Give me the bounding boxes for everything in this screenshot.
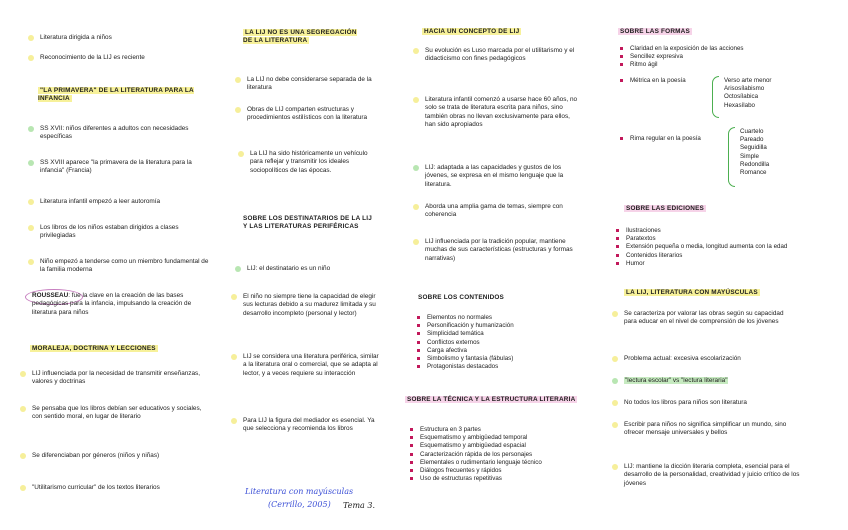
- technique-list: [408, 426, 583, 483]
- note-destinatario: LIJ: el destinatario es un niño: [247, 265, 382, 273]
- note-dot: [28, 160, 34, 166]
- heading-no-segregacion: LA LIJ NO ES UNA SEGREGACIÓN DE LA LITERATURA: [243, 29, 357, 45]
- note-dot: [612, 422, 618, 428]
- note-dot: [235, 107, 241, 113]
- note-dot: [28, 225, 34, 231]
- note-dot: [20, 485, 26, 491]
- list-item: Sencillez expresiva: [618, 53, 798, 61]
- list-item: Diálogos frecuentes y rápidos: [408, 467, 583, 475]
- list-item: Simplicidad temática: [415, 330, 575, 338]
- list-item: Elementos no normales: [415, 314, 575, 322]
- note-dot: [413, 97, 419, 103]
- list-item: Ilustraciones: [614, 227, 839, 235]
- heading-primavera: "LA PRIMAVERA" DE LA LITERATURA PARA LA INFANCIA: [38, 87, 194, 103]
- note-dot: [28, 259, 34, 265]
- note-tradicion: LIJ influenciada por la tradición popular, mantiene muchas de sus características (estructuras y formas narrativas): [425, 238, 575, 263]
- note-dot: [612, 464, 618, 470]
- note-dot: [28, 126, 34, 132]
- heading-mayusculas: LA LIJ, LITERATURA CON MAYÚSCULAS: [626, 289, 758, 296]
- note-reconocimiento: Reconocimiento de la LIJ es reciente: [40, 54, 215, 62]
- list-item: Romance: [740, 168, 767, 176]
- heading-concepto: HACIA UN CONCEPTO DE LIJ: [424, 28, 520, 35]
- note-no-separada: La LIJ no debe considerarse separada de la literatura: [247, 76, 382, 93]
- list-item: Caracterización rápida de los personajes: [408, 451, 583, 459]
- list-item: Cuartelo: [740, 128, 764, 135]
- list-item: Esquematismo y ambigüedad espacial: [408, 442, 583, 450]
- note-dot: [231, 354, 237, 360]
- editions-list: [614, 227, 839, 268]
- note-rousseau: ROUSSEAU: fue la clave en la creación de las bases pedagógicas para la infancia, impulsando la creación de literatura para niños: [32, 292, 192, 316]
- list-item: Carga afectiva: [415, 347, 575, 355]
- list-item: Hexasílabo: [724, 101, 755, 109]
- note-dot: [612, 356, 618, 362]
- note-dot: [28, 35, 34, 41]
- note-literatura-dirigida: Literatura dirigida a niños: [40, 34, 215, 42]
- note-no-todos-libros: No todos los libros para niños son literatura: [624, 399, 814, 407]
- list-item: Extensión pequeña o media, longitud aumenta con la edad: [614, 243, 839, 251]
- forms-list: [618, 45, 798, 70]
- list-item: Protagonistas destacados: [415, 363, 575, 371]
- note-estructuras: Obras de LIJ comparten estructuras y procedimientos estilísticos con la literatura: [247, 106, 382, 123]
- note-dot: [612, 400, 618, 406]
- brace-metric: [712, 76, 719, 118]
- heading-tecnica: SOBRE LA TÉCNICA Y LA ESTRUCTURA LITERARIA: [407, 396, 576, 403]
- handwritten-title: Literatura con mayúsculas: [245, 487, 354, 496]
- note-transmitir-ensenanzas: LIJ influenciada por la necesidad de transmitir enseñanzas, valores y doctrinas: [32, 370, 212, 387]
- list-item: Seguidilla: [740, 144, 767, 152]
- list-item: Pareado: [740, 136, 764, 144]
- note-vehiculo: La LIJ ha sido históricamente un vehículo para reflejar y transmitir los ideales sociopolíticos de las épocas.: [250, 150, 380, 175]
- note-dot: [413, 48, 419, 54]
- note-lectura-escolar: "lectura escolar" vs "lectura literaria": [624, 377, 814, 385]
- metric-list: [724, 77, 834, 110]
- note-temas: Aborda una amplia gama de temas, siempre con coherencia: [425, 203, 575, 220]
- rhyme-label: Rima regular en la poesía: [618, 135, 725, 143]
- list-item: Paratextos: [614, 235, 839, 243]
- note-utilitarismo: "Utilitarismo curricular" de los textos literarios: [32, 484, 212, 492]
- note-libros-educativos: Se pensaba que los libros debían ser educativos y sociales, con sentido moral, en lugar de literario: [32, 405, 207, 422]
- note-nino-eleccion: El niño no siempre tiene la capacidad de elegir sus lecturas debido a su madurez limitada y su desarrollo incompleto (personal y lector): [243, 293, 383, 318]
- note-periferica: LIJ se considera una literatura periférica, similar a la literatura oral o comercial, que se adapta al lector, y a veces requiere su interacción: [243, 353, 381, 378]
- note-mediador: Para LIJ la figura del mediador es esencial. Ya que selecciona y recomienda los libros: [243, 417, 381, 434]
- note-literatura-infantil: Literatura infantil comenzó a usarse hace 60 años, no solo se trata de literatura escrita para niños, sino también obras no llevan exclusivamente para ellos, han sido apropiados: [425, 96, 580, 130]
- rhyme-list: [740, 128, 830, 177]
- note-dot: [612, 378, 618, 384]
- list-item: Uso de estructuras repetitivas: [408, 475, 583, 483]
- note-escolarizacion: Problema actual: excesiva escolarización: [624, 355, 814, 363]
- note-dot: [413, 165, 419, 171]
- note-autonomia: Literatura infantil empezó a leer autoromía: [40, 198, 215, 206]
- list-item: Ritmo ágil: [618, 61, 798, 69]
- list-item: Claridad en la exposición de las acciones: [618, 45, 798, 53]
- note-miembro-familia: Niño empezó a tenderse como un miembro fundamental de la familia moderna: [40, 258, 210, 275]
- note-dot: [238, 151, 244, 157]
- list-item: Esquematismo y ambigüedad temporal: [408, 434, 583, 442]
- note-diccion-literaria: LIJ: mantiene la dicción literaria completa, esencial para el desarrollo de la personalidad, creatividad y juicio crítico de los jóvenes: [624, 463, 819, 488]
- list-item: Arisosílabismo: [724, 85, 765, 93]
- note-dot: [28, 55, 34, 61]
- contents-list: [415, 314, 575, 371]
- heading-contenidos: SOBRE LOS CONTENIDOS: [418, 294, 505, 301]
- list-item: Personificación y humanización: [415, 322, 575, 330]
- note-dot: [20, 453, 26, 459]
- handwritten-citation: (Cerrillo, 2005): [268, 500, 331, 509]
- list-item: Humor: [614, 260, 839, 268]
- note-clases-privilegiadas: Los libros de los niños estaban dirigidos a clases privilegiadas: [40, 224, 205, 241]
- list-item: Simple: [740, 152, 759, 160]
- heading-ediciones: SOBRE LAS EDICIONES: [626, 205, 705, 212]
- note-valorar-obras: Se caracteriza por valorar las obras según su capacidad para educar en el nivel de comprensión de los jóvenes: [624, 310, 794, 327]
- note-dot: [612, 311, 618, 317]
- heading-destinatarios: SOBRE LOS DESTINATARIOS DE LA LIJ Y LAS LITERATURAS PERIFÉRICAS: [243, 215, 372, 231]
- note-ss-xvii: SS XVII: niños diferentes a adultos con necesidades específicas: [40, 125, 210, 142]
- list-item: Redondilla: [740, 160, 770, 168]
- list-item: Contenidos literarios: [614, 252, 839, 260]
- note-dot: [413, 239, 419, 245]
- note-dot: [20, 371, 26, 377]
- note-dot: [413, 204, 419, 210]
- brace-rhyme: [728, 127, 735, 187]
- heading-moraleja: MORALEJA, DOCTRINA Y LECCIONES: [32, 345, 156, 352]
- note-dot: [235, 266, 241, 272]
- note-dot: [20, 406, 26, 412]
- heading-formas: SOBRE LAS FORMAS: [620, 28, 690, 35]
- list-item: Octosílabica: [724, 93, 759, 101]
- note-generos: Se diferenciaban por géneros (niños y niñas): [32, 452, 212, 460]
- handwritten-topic: Tema 3.: [343, 501, 375, 510]
- note-dot: [231, 418, 237, 424]
- note-dot: [28, 199, 34, 205]
- metric-label: Métrica en la poesía: [618, 77, 720, 85]
- note-escribir-ninos: Escribir para niños no significa simplificar un mundo, sino ofrecer mensaje universales y bellos: [624, 421, 799, 438]
- note-ss-xviii: SS XVIII aparece "la primavera de la literatura para la infancia" (Francia): [40, 159, 210, 176]
- note-adaptada: LIJ: adaptada a las capacidades y gustos de los jóvenes, se expresa en el mismo lenguaje que la literatura.: [425, 164, 580, 189]
- list-item: Conflictos externos: [415, 339, 575, 347]
- list-item: Estructura en 3 partes: [408, 426, 583, 434]
- list-item: Simbolismo y fantasía (fábulas): [415, 355, 575, 363]
- note-dot: [235, 77, 241, 83]
- list-item: Elementales o rudimentario lenguaje técnico: [408, 459, 583, 467]
- note-evolucion: Su evolución es Luso marcada por el utilitarismo y el didacticismo con fines pedagógicos: [425, 47, 575, 64]
- note-dot: [231, 294, 237, 300]
- list-item: Verso arte menor: [724, 77, 772, 84]
